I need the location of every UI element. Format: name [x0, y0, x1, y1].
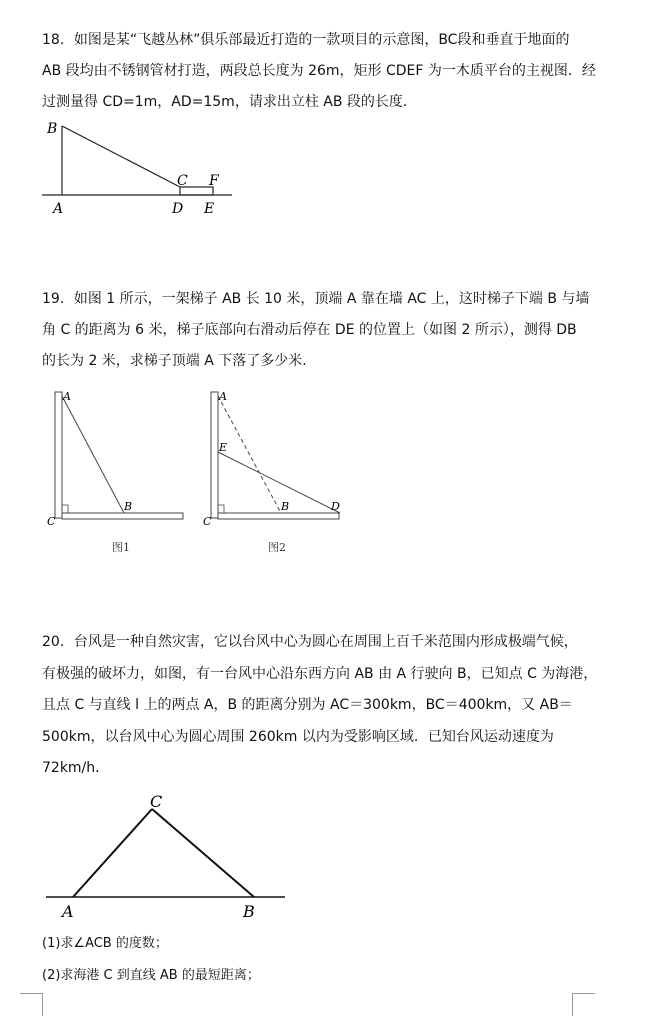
- corner-mark-left: [20, 993, 43, 1016]
- fig2-label-d: D: [331, 500, 340, 513]
- label-b: B: [243, 902, 255, 921]
- q18-line-2: AB 段均由不锈钢管材打造，两段总长度为 26m，矩形 CDEF 为一木质平台的主视图．经: [42, 63, 596, 79]
- q19-line-1: 19．如图 1 所示，一架梯子 AB 长 10 米，顶端 A 靠在墙 AC 上，这时梯子下端 B 与墙: [42, 291, 590, 307]
- q20-subquestion-1: (1)求∠ACB 的度数；: [42, 936, 168, 951]
- label-f: F: [209, 173, 219, 189]
- label-c: C: [150, 792, 163, 811]
- label-e: E: [204, 201, 215, 217]
- q20-line-4: 500km，以台风中心为圆心周围 260km 以内为受影响区域．已知台风运动速度为: [42, 729, 554, 745]
- label-c: C: [177, 173, 188, 189]
- q20-line-3: 且点 C 与直线 l 上的两点 A，B 的距离分别为 AC＝300km，BC＝400km，又 AB＝: [42, 697, 573, 713]
- fig2-label-c: C: [203, 515, 212, 528]
- fig2-label-b: B: [281, 500, 290, 513]
- fig1-label-c: C: [47, 515, 56, 528]
- label-a: A: [53, 201, 64, 217]
- q18-line-1: 18．如图是某“飞越丛林”俱乐部最近打造的一款项目的示意图，BC段和垂直于地面的: [42, 32, 570, 48]
- fig2-caption: 图2: [268, 541, 286, 554]
- side-ac: [73, 809, 152, 897]
- label-b: B: [47, 121, 58, 137]
- q20-line-1: 20．台风是一种自然灾害，它以台风中心为圆心在周围上百千米范围内形成极端气候，: [42, 634, 578, 650]
- label-a: A: [62, 902, 74, 921]
- q18-line-3: 过测量得 CD=1m，AD=15m，请求出立柱 AB 段的长度．: [42, 94, 417, 110]
- q20-line-2: 有极强的破坏力，如图，有一台风中心沿东西方向 AB 由 A 行驶向 B，已知点 C 为海港，: [42, 666, 598, 682]
- q20-subquestion-2: (2)求海港 C 到直线 AB 的最短距离；: [42, 968, 260, 983]
- label-d: D: [172, 201, 184, 217]
- fig2-label-a: A: [219, 390, 227, 403]
- q19-line-2: 角 C 的距离为 6 米，梯子底部向右滑动后停在 DE 的位置上（如图 2 所示），测得 DB: [42, 322, 577, 338]
- fig2-label-e: E: [219, 441, 228, 454]
- q20-line-5: 72km/h．: [42, 760, 110, 776]
- fig1-caption: 图1: [112, 541, 130, 554]
- fig1-label-a: A: [63, 390, 71, 403]
- corner-mark-right: [572, 993, 595, 1016]
- q19-line-3: 的长为 2 米，求梯子顶端 A 下落了多少米．: [42, 353, 317, 369]
- side-cb: [152, 809, 254, 897]
- fig1-label-b: B: [124, 500, 133, 513]
